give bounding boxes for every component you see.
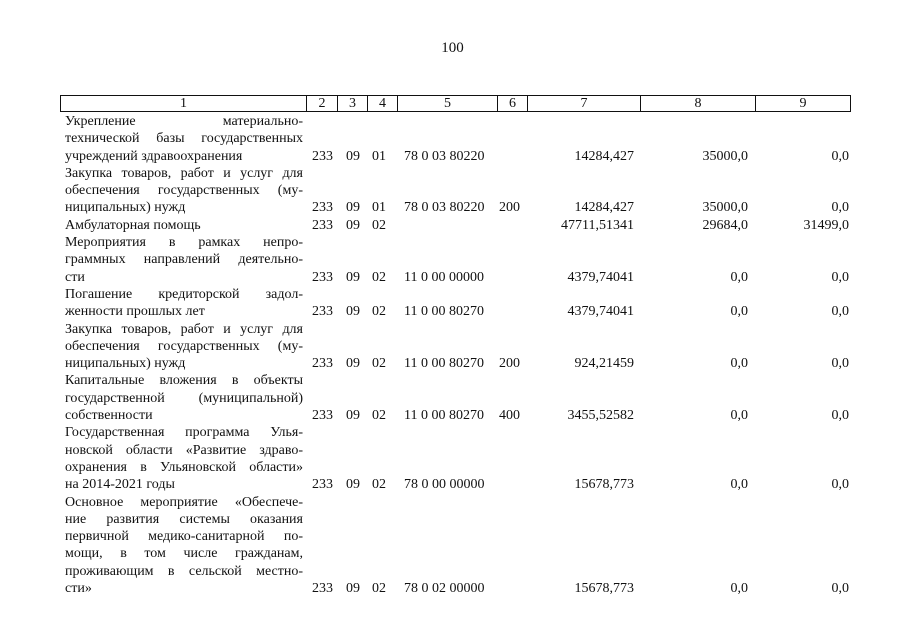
- page-number: 100: [441, 40, 464, 56]
- description-line: Мероприятия в рамках непро-: [65, 235, 303, 251]
- description-line: технической базы государственных: [65, 131, 303, 147]
- cell-col-2: 233: [312, 408, 333, 424]
- cell-col-3: 09: [346, 269, 360, 285]
- cell-col-2: 233: [312, 217, 333, 233]
- description-line: Основное мероприятие «Обеспече-: [65, 494, 303, 510]
- cell-col-3: 09: [346, 148, 360, 164]
- description-line: учреждений здравоохранения: [65, 148, 243, 164]
- row-description: [65, 372, 303, 424]
- row-description: [65, 165, 303, 217]
- cell-col-3: 09: [346, 581, 360, 597]
- cell-col-3: 09: [346, 356, 360, 372]
- row-description: [65, 113, 303, 165]
- cell-col-8: 0,0: [730, 408, 748, 424]
- cell-col-8: 0,0: [730, 581, 748, 597]
- cell-col-9: 31499,0: [803, 217, 849, 233]
- description-line: сти: [65, 269, 85, 285]
- cell-col-3: 09: [346, 200, 360, 216]
- table-row: [0, 494, 905, 598]
- cell-col-2: 233: [312, 477, 333, 493]
- description-line: собственности: [65, 408, 153, 424]
- cell-col-5: 11 0 00 80270: [404, 304, 484, 320]
- description-line: Капитальные вложения в объекты: [65, 373, 303, 389]
- table-row: [0, 234, 905, 286]
- description-line: женности прошлых лет: [65, 304, 205, 320]
- cell-col-2: 233: [312, 581, 333, 597]
- header-col-4: 4: [367, 96, 397, 111]
- cell-col-9: 0,0: [831, 356, 849, 372]
- cell-col-7: 15678,773: [574, 581, 634, 597]
- description-line: новской области «Развитие здраво-: [65, 442, 303, 458]
- cell-col-5: 11 0 00 80270: [404, 408, 484, 424]
- cell-col-5: 78 0 02 00000: [404, 581, 485, 597]
- cell-col-2: 233: [312, 304, 333, 320]
- table-row: [0, 372, 905, 424]
- row-description: [65, 494, 303, 598]
- header-col-5: 5: [397, 96, 497, 111]
- cell-col-4: 02: [372, 304, 386, 320]
- cell-col-7: 15678,773: [574, 477, 634, 493]
- cell-col-3: 09: [346, 408, 360, 424]
- cell-col-4: 02: [372, 356, 386, 372]
- cell-col-5: 78 0 03 80220: [404, 148, 485, 164]
- cell-col-6: 200: [499, 356, 520, 372]
- cell-col-8: 0,0: [730, 477, 748, 493]
- cell-col-7: 47711,51341: [561, 217, 634, 233]
- description-line: Закупка товаров, работ и услуг для: [65, 165, 303, 181]
- description-line: Закупка товаров, работ и услуг для: [65, 321, 303, 337]
- header-col-3: 3: [337, 96, 367, 111]
- cell-col-8: 0,0: [730, 356, 748, 372]
- cell-col-8: 0,0: [730, 304, 748, 320]
- cell-col-4: 02: [372, 477, 386, 493]
- header-col-1: 1: [180, 96, 187, 111]
- table-row: [0, 286, 905, 321]
- cell-col-8: 29684,0: [702, 217, 748, 233]
- table-row: [0, 321, 905, 373]
- cell-col-5: 78 0 03 80220: [404, 200, 485, 216]
- description-line: на 2014-2021 годы: [65, 477, 175, 493]
- cell-col-9: 0,0: [831, 304, 849, 320]
- description-line: Погашение кредиторской задол-: [65, 286, 303, 302]
- description-line: ниципальных) нужд: [65, 356, 186, 372]
- description-line: граммных направлений деятельно-: [65, 252, 303, 268]
- cell-col-3: 09: [346, 477, 360, 493]
- table-header: [60, 95, 851, 112]
- table-body: [0, 113, 905, 597]
- description-line: Амбулаторная помощь: [65, 217, 201, 233]
- cell-col-8: 0,0: [730, 269, 748, 285]
- row-description: [65, 217, 303, 234]
- cell-col-6: 200: [499, 200, 520, 216]
- cell-col-7: 14284,427: [574, 148, 634, 164]
- cell-col-8: 35000,0: [702, 148, 748, 164]
- description-line: первичной медико-санитарной по-: [65, 529, 303, 545]
- cell-col-9: 0,0: [831, 581, 849, 597]
- row-description: [65, 286, 303, 321]
- table-row: [0, 113, 905, 165]
- cell-col-9: 0,0: [831, 269, 849, 285]
- cell-col-4: 01: [372, 200, 386, 216]
- row-description: [65, 321, 303, 373]
- cell-col-4: 01: [372, 148, 386, 164]
- cell-col-4: 02: [372, 217, 386, 233]
- row-description: [65, 234, 303, 286]
- cell-col-2: 233: [312, 269, 333, 285]
- cell-col-2: 233: [312, 148, 333, 164]
- cell-col-9: 0,0: [831, 148, 849, 164]
- cell-col-5: 11 0 00 80270: [404, 356, 484, 372]
- header-col-7: 7: [527, 96, 640, 111]
- description-line: Государственная программа Улья-: [65, 425, 303, 441]
- cell-col-6: 400: [499, 408, 520, 424]
- header-col-6: 6: [497, 96, 527, 111]
- cell-col-7: 924,21459: [574, 356, 634, 372]
- cell-col-7: 14284,427: [574, 200, 634, 216]
- cell-col-8: 35000,0: [702, 200, 748, 216]
- table-row: [0, 217, 905, 234]
- description-line: Укрепление материально-: [65, 114, 303, 129]
- cell-col-5: 78 0 00 00000: [404, 477, 485, 493]
- description-line: государственной (муниципальной): [65, 390, 303, 406]
- cell-col-7: 3455,52582: [567, 408, 634, 424]
- cell-col-2: 233: [312, 356, 333, 372]
- cell-col-3: 09: [346, 217, 360, 233]
- table-row: [0, 165, 905, 217]
- cell-col-7: 4379,74041: [567, 304, 634, 320]
- cell-col-2: 233: [312, 200, 333, 216]
- description-line: обеспечения государственных (му-: [65, 183, 303, 199]
- cell-col-4: 02: [372, 269, 386, 285]
- cell-col-9: 0,0: [831, 477, 849, 493]
- row-description: [65, 424, 303, 493]
- description-line: ние развития системы оказания: [65, 511, 303, 527]
- description-line: мощи, в том числе гражданам,: [65, 546, 303, 562]
- cell-col-7: 4379,74041: [567, 269, 634, 285]
- cell-col-9: 0,0: [831, 408, 849, 424]
- header-col-9: 9: [755, 96, 850, 111]
- cell-col-4: 02: [372, 408, 386, 424]
- description-line: охранения в Ульяновской области»: [65, 459, 303, 475]
- header-col-8: 8: [640, 96, 755, 111]
- table-row: [0, 424, 905, 493]
- description-line: сти»: [65, 581, 92, 597]
- header-col-2: 2: [306, 96, 337, 111]
- description-line: проживающим в сельской местно-: [65, 563, 303, 579]
- description-line: обеспечения государственных (му-: [65, 338, 303, 354]
- cell-col-4: 02: [372, 581, 386, 597]
- cell-col-9: 0,0: [831, 200, 849, 216]
- cell-col-5: 11 0 00 00000: [404, 269, 484, 285]
- description-line: ниципальных) нужд: [65, 200, 186, 216]
- cell-col-3: 09: [346, 304, 360, 320]
